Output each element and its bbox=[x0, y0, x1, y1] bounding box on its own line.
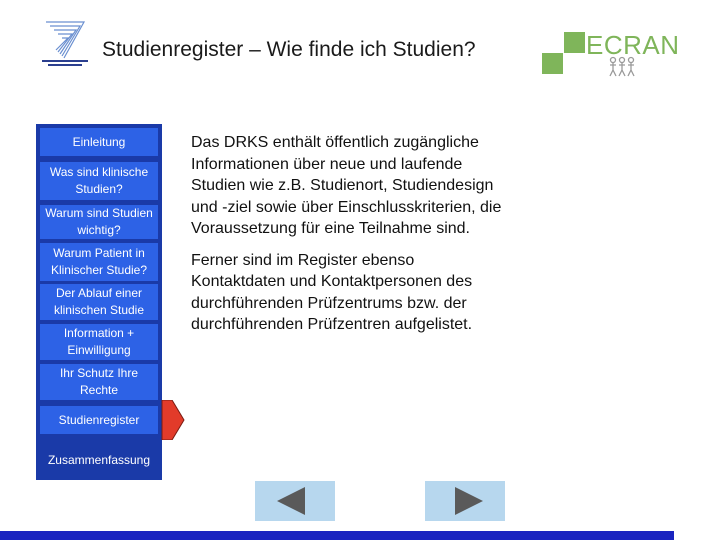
sidebar-item-studienregister[interactable] bbox=[40, 406, 158, 434]
active-item-marker-icon bbox=[160, 400, 186, 440]
ecran-logo bbox=[538, 28, 678, 84]
sidebar-item-was-sind-klinische-studien[interactable] bbox=[40, 162, 158, 200]
previous-slide-button[interactable] bbox=[255, 481, 335, 521]
page-title: Studienregister – Wie finde ich Studien? bbox=[102, 38, 476, 61]
sidebar-item-ablauf[interactable] bbox=[40, 284, 158, 320]
footer-bar bbox=[0, 531, 674, 540]
people-figures-icon bbox=[608, 56, 642, 83]
sidebar-item-warum-sind-studien-wichtig[interactable] bbox=[40, 205, 158, 239]
sidebar-item-label: Der Ablauf einer klinischen Studie bbox=[53, 286, 145, 317]
sidebar-item-schutz-rechte[interactable] bbox=[40, 364, 158, 400]
ecran-square-icon bbox=[564, 32, 585, 53]
sidebar-item-label: Warum sind Studien wichtig? bbox=[45, 206, 153, 237]
sidebar-item-label: Information + Einwilligung bbox=[63, 326, 135, 357]
sidebar-item-warum-patient[interactable] bbox=[40, 243, 158, 281]
sidebar-item-zusammenfassung[interactable] bbox=[40, 446, 158, 474]
sidebar-item-label: Ihr Schutz Ihre Rechte bbox=[59, 366, 139, 397]
content-paragraph: Ferner sind im Register ebenso Kontaktdaten und Kontaktpersonen des durchführenden Prüfzentrums bzw. der durchführenden Prüfzentren aufgelistet. bbox=[191, 251, 473, 333]
sidebar-item-information-einwilligung[interactable] bbox=[40, 324, 158, 360]
sidebar-item-label: Einleitung bbox=[72, 134, 126, 149]
sidebar-item-label: Studienregister bbox=[58, 412, 140, 427]
sidebar-nav bbox=[36, 124, 162, 480]
sidebar-item-label: Was sind klinische Studien? bbox=[49, 165, 149, 196]
content-paragraph: Das DRKS enthält öffentlich zugängliche Informationen über neue und laufende Studien wie z.B. Studienort, Studiendesign und -ziel sowie über Einschlusskriterien, die Voraussetzung für eine Teilnahme sind. bbox=[191, 134, 502, 237]
sidebar-item-einleitung[interactable] bbox=[40, 128, 158, 156]
triangle-left-icon bbox=[255, 481, 335, 521]
next-slide-button[interactable] bbox=[425, 481, 505, 521]
triangle-right-icon bbox=[425, 481, 505, 521]
fp7-logo-icon bbox=[36, 18, 94, 70]
ecran-wordmark: ECRAN bbox=[586, 30, 680, 60]
main-content bbox=[191, 132, 511, 346]
sidebar-item-label: Zusammenfassung bbox=[47, 452, 151, 467]
sidebar-item-label: Warum Patient in Klinischer Studie? bbox=[50, 246, 148, 277]
ecran-square-icon bbox=[542, 53, 563, 74]
